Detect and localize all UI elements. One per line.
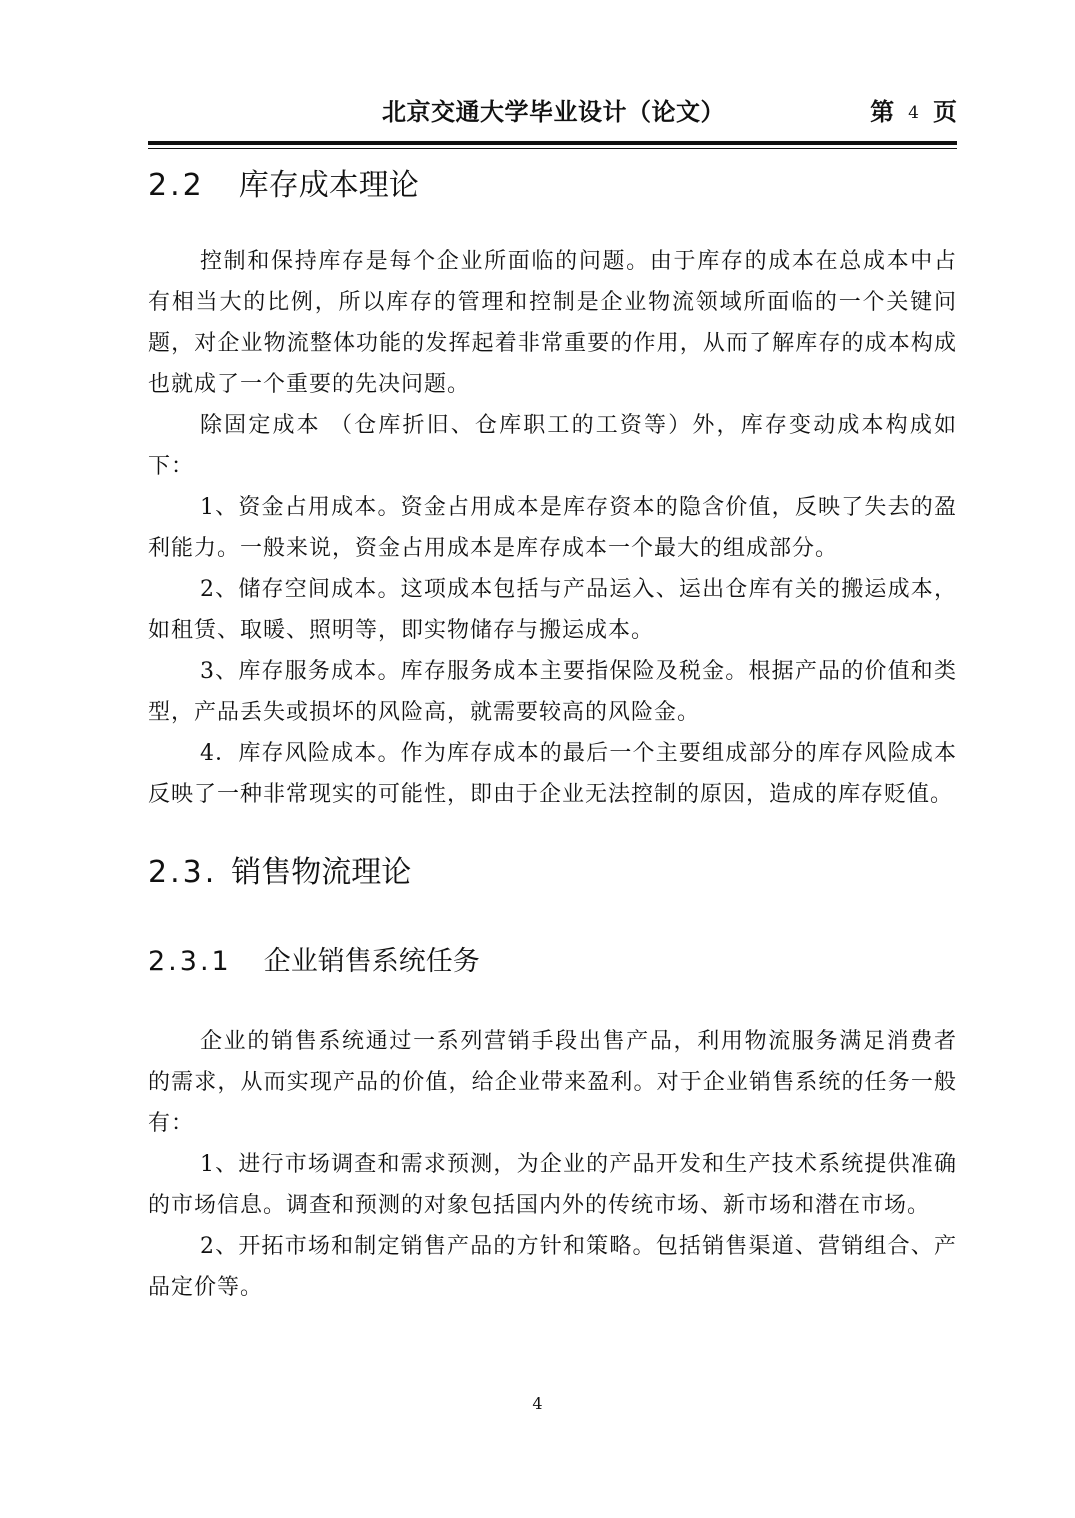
header-school-title: 北京交通大学毕业设计（论文） (382, 98, 725, 126)
section-number: 2.3.1 (148, 946, 232, 977)
page-header (148, 92, 957, 128)
header-rule-thin (148, 148, 957, 149)
section-number: 2.2 (148, 168, 205, 203)
section-2-2-content (148, 241, 957, 815)
paragraph: 除固定成本 （仓库折旧、仓库职工的工资等）外，库存变动成本构成如下： (148, 413, 957, 479)
page-body (148, 160, 957, 1308)
section-number: 2.3. (148, 855, 218, 890)
section-heading-2-3-1 (148, 942, 957, 982)
paragraph: 4．库存风险成本。作为库存成本的最后一个主要组成部分的库存风险成本反映了一种非常现实的可能性，即由于企业无法控制的原因，造成的库存贬值。 (148, 741, 957, 807)
section-title: 销售物流理论 (231, 855, 412, 890)
header-page-number: 4 (908, 103, 919, 123)
section-title: 企业销售系统任务 (263, 946, 480, 977)
paragraph: 2、储存空间成本。这项成本包括与产品运入、运出仓库有关的搬运成本，如租赁、取暖、照明等，即实物储存与搬运成本。 (148, 577, 957, 643)
paragraph: 1、资金占用成本。资金占用成本是库存资本的隐含价值，反映了失去的盈利能力。一般来说，资金占用成本是库存成本一个最大的组成部分。 (148, 495, 957, 561)
paragraph: 企业的销售系统通过一系列营销手段出售产品，利用物流服务满足消费者的需求，从而实现产品的价值，给企业带来盈利。对于企业销售系统的任务一般有： (148, 1029, 957, 1136)
section-title: 库存成本理论 (238, 168, 419, 203)
paragraph: 2、开拓市场和制定销售产品的方针和策略。包括销售渠道、营销组合、产品定价等。 (148, 1234, 957, 1300)
header-page-suffix: 页 (933, 98, 957, 126)
section-heading-2-3 (148, 851, 957, 895)
header-page-indicator (870, 92, 957, 127)
footer-page-number: 4 (532, 1394, 543, 1413)
section-2-3-1-content (148, 1021, 957, 1308)
section-heading-2-2 (148, 164, 957, 208)
paragraph: 3、库存服务成本。库存服务成本主要指保险及税金。根据产品的价值和类型，产品丢失或损坏的风险高，就需要较高的风险金。 (148, 659, 957, 725)
header-page-prefix: 第 (870, 98, 895, 126)
paragraph: 控制和保持库存是每个企业所面临的问题。由于库存的成本在总成本中占有相当大的比例，所以库存的管理和控制是企业物流领域所面临的一个关键问题，对企业物流整体功能的发挥起着非常重要的作用，从而了解库存的成本构成也就成了一个重要的先决问题。 (148, 249, 957, 397)
paragraph: 1、进行市场调查和需求预测，为企业的产品开发和生产技术系统提供准确的市场信息。调查和预测的对象包括国内外的传统市场、新市场和潜在市场。 (148, 1152, 957, 1218)
header-rule-thick (148, 141, 957, 145)
